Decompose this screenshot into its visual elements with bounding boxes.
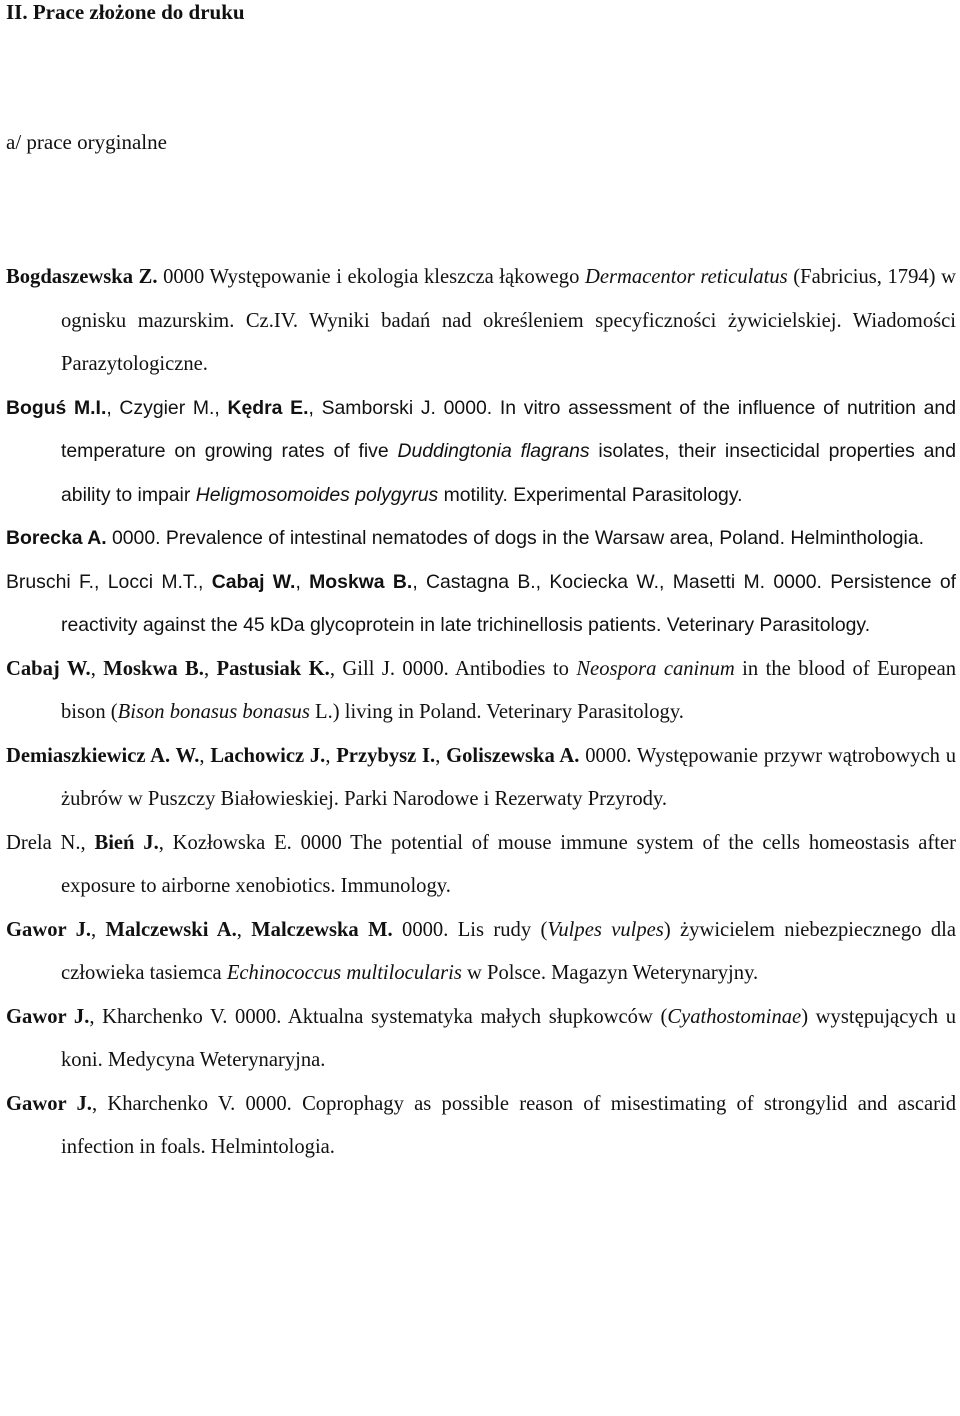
citation-text: Drela N., xyxy=(6,831,95,854)
species-name: Heligmosomoides polygyrus xyxy=(195,483,439,506)
species-name: Duddingtonia flagrans xyxy=(397,440,590,462)
publication-list xyxy=(6,256,956,1170)
publication-entry xyxy=(6,822,956,909)
citation-text: 0000 Występowanie i ekologia kleszcza łąkowego xyxy=(157,266,585,288)
citation-text: , xyxy=(199,744,211,767)
citation-text: Bruschi F., Locci M.T., xyxy=(6,570,212,593)
species-name: Dermacentor reticulatus xyxy=(584,266,788,288)
publication-entry xyxy=(6,909,956,996)
author-name: Cabaj W. xyxy=(6,657,91,680)
author-name: Kędra E. xyxy=(227,396,309,419)
citation-text: ) występujących u koni. Medycyna Weterynaryjna. xyxy=(61,1005,957,1071)
citation-text: 0000. Lis rudy ( xyxy=(392,918,548,941)
citation-text: , xyxy=(236,918,252,941)
author-name: Lachowicz J. xyxy=(210,744,326,767)
citation-text: , xyxy=(203,657,217,680)
species-name: Vulpes vulpes xyxy=(547,918,664,941)
publication-entry xyxy=(6,648,956,735)
publication-entry xyxy=(6,561,956,648)
author-name: Moskwa B. xyxy=(103,657,204,680)
author-name: Borecka A. xyxy=(6,527,107,549)
citation-text: , Czygier M., xyxy=(106,396,228,419)
author-name: Goliszewska A. xyxy=(446,744,580,767)
citation-text: , Kozłowska E. 0000 The potential of mouse immune system of the cells homeostasis after exposure to airborne xenobiotics. Immunology. xyxy=(61,831,956,897)
citation-text: , Kharchenko V. 0000. Coprophagy as possible reason of misestimating of strongylid and ascarid infection in foals. Helmintologia. xyxy=(61,1092,956,1158)
species-name: Bison bonasus bonasus xyxy=(117,701,310,723)
subsection-title: a/ prace oryginalne xyxy=(6,130,167,154)
author-name: Malczewski A. xyxy=(105,918,237,941)
publication-entry xyxy=(6,996,956,1083)
citation-text: 0000. Występowanie przywr wątrobowych u żubrów w Puszczy Białowieskiej. Parki Narodowe i Rezerwaty Przyrody. xyxy=(61,744,957,810)
author-name: Pastusiak K. xyxy=(216,657,330,680)
citation-text: ) żywicielem niebezpiecznego dla człowieka tasiemca xyxy=(61,918,956,984)
citation-text: , xyxy=(295,570,310,593)
citation-text: , Samborski J. 0000. In vitro assessment of the influence of nutrition and temperature on growing rates of five xyxy=(61,396,956,462)
publication-entry xyxy=(6,387,956,518)
citation-text: 0000. Prevalence of intestinal nematodes of dogs in the Warsaw area, Poland. Helminthologia. xyxy=(106,527,924,549)
citation-text: isolates, their insecticidal properties and ability to impair xyxy=(61,440,957,506)
publication-entry xyxy=(6,1083,956,1170)
section-title: II. Prace złożone do druku xyxy=(6,0,245,24)
citation-text: , Kharchenko V. 0000. Aktualna systematyka małych słupkowców ( xyxy=(89,1005,668,1028)
citation-text: L.) living in Poland. Veterinary Parasitology. xyxy=(309,701,684,723)
citation-text: motility. Experimental Parasitology. xyxy=(438,483,743,506)
publication-entry xyxy=(6,517,956,561)
citation-text: , xyxy=(435,744,447,767)
author-name: Malczewska M. xyxy=(251,918,393,941)
species-name: Echinococcus multilocularis xyxy=(226,962,462,984)
citation-text: w Polsce. Magazyn Weterynaryjny. xyxy=(461,962,759,984)
citation-text: , xyxy=(325,744,337,767)
author-name: Bogdaszewska Z. xyxy=(6,266,158,288)
citation-text: , xyxy=(91,918,106,941)
citation-text: , Castagna B., Kociecka W., Masetti M. 0000. Persistence of reactivity against the 45 kDa glycoprotein in late trichinellosis patients. Veterinary Parasitology. xyxy=(61,570,957,636)
publication-entry xyxy=(6,735,956,822)
citation-text: , xyxy=(90,657,104,680)
author-name: Gawor J. xyxy=(6,918,92,941)
citation-text: (Fabricius, 1794) w ognisku mazurskim. Cz.IV. Wyniki badań nad określeniem specyficzności żywicielskiej. Wiadomości Parazytologiczne. xyxy=(61,266,956,375)
author-name: Demiaszkiewicz A. W. xyxy=(6,744,200,767)
author-name: Przybysz I. xyxy=(336,744,436,767)
species-name: Neospora caninum xyxy=(576,657,735,680)
publication-entry xyxy=(6,256,956,387)
citation-text: in the blood of European bison ( xyxy=(61,657,957,723)
author-name: Bień J. xyxy=(94,831,159,854)
author-name: Gawor J. xyxy=(6,1005,90,1028)
author-name: Moskwa B. xyxy=(309,570,413,593)
species-name: Cyathostominae xyxy=(667,1005,802,1028)
author-name: Gawor J. xyxy=(6,1092,92,1115)
author-name: Boguś M.I. xyxy=(6,396,107,419)
author-name: Cabaj W. xyxy=(211,570,296,593)
citation-text: , Gill J. 0000. Antibodies to xyxy=(329,657,577,680)
